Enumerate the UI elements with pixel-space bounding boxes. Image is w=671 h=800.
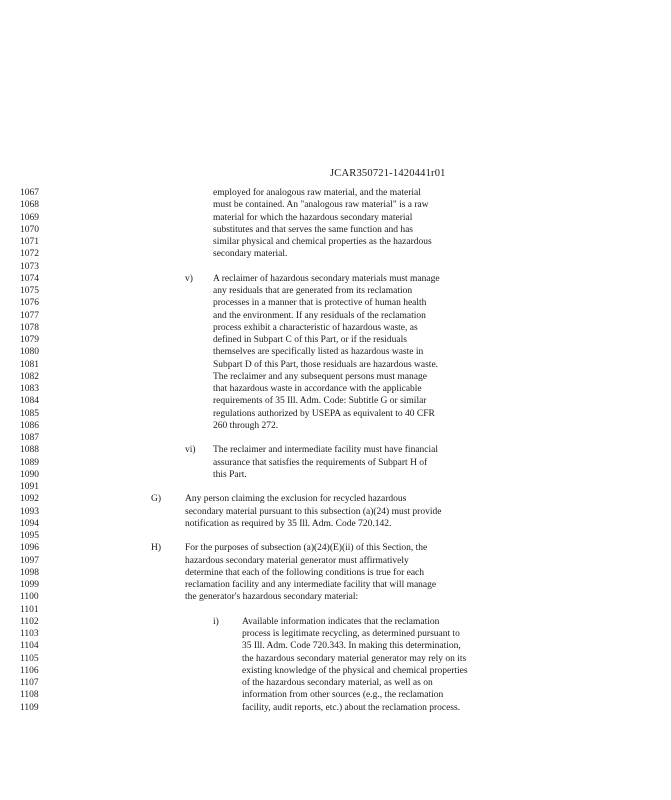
line-number: 1079 — [20, 335, 39, 345]
text-line: facility, audit reports, etc.) about the reclamation process. — [242, 702, 461, 713]
line-number: 1090 — [20, 469, 39, 480]
item-v-label: v) — [185, 273, 193, 284]
text-line: determine that each of the following conditions is true for each — [185, 567, 425, 578]
line-number: 1085 — [20, 408, 39, 419]
line-number: 1091 — [20, 482, 39, 492]
text-line: the hazardous secondary material generator may rely on its — [242, 653, 467, 664]
text-line: hazardous secondary material generator must affirmatively — [185, 555, 409, 566]
text-line: secondary material. — [213, 249, 288, 260]
line-number: 1100 — [20, 592, 39, 603]
line-number: 1070 — [20, 224, 39, 235]
line-number: 1068 — [20, 200, 39, 211]
text-line: secondary material pursuant to this subsection (a)(24) must provide — [185, 506, 442, 517]
line-number: 1093 — [20, 506, 39, 517]
text-line: and the environment. If any residuals of the reclamation — [213, 310, 426, 321]
line-number: 1075 — [20, 286, 39, 296]
text-line: reclamation facility and any intermediate facility that will manage — [185, 580, 437, 590]
line-number: 1107 — [20, 678, 39, 688]
line-number: 1092 — [20, 494, 39, 505]
line-number: 1095 — [20, 531, 39, 541]
text-line: any residuals that are generated from its reclamation — [213, 286, 413, 296]
item-G-label: G) — [151, 494, 162, 505]
line-number: 1074 — [20, 273, 39, 284]
text-line: The reclaimer and any subsequent persons must manage — [213, 371, 427, 382]
line-number: 1106 — [20, 665, 39, 676]
line-number: 1108 — [20, 690, 39, 701]
line-number: 1105 — [20, 653, 39, 664]
text-line: of the hazardous secondary material, as well as on — [242, 678, 433, 688]
line-number: 1078 — [20, 322, 39, 333]
text-line: A reclaimer of hazardous secondary materials must manage — [213, 273, 440, 284]
text-line: The reclaimer and intermediate facility must have financial — [213, 445, 438, 456]
line-number: 1094 — [20, 518, 39, 529]
text-line: process is legitimate recycling, as determined pursuant to — [242, 629, 460, 639]
line-number: 1089 — [20, 457, 39, 468]
line-number: 1077 — [20, 310, 39, 321]
item-H-label: H) — [151, 543, 162, 554]
line-number: 1098 — [20, 567, 39, 578]
line-number: 1076 — [20, 298, 39, 309]
text-line: substitutes and that serves the same function and has — [213, 224, 413, 235]
text-line: 35 Ill. Adm. Code 720.343. In making this determination, — [242, 641, 461, 652]
line-number: 1086 — [20, 420, 39, 431]
text-line: the generator's hazardous secondary material: — [185, 592, 359, 603]
line-number: 1097 — [20, 555, 39, 566]
line-number: 1088 — [20, 445, 39, 456]
line-number: 1069 — [20, 212, 39, 223]
line-number: 1109 — [20, 702, 39, 713]
line-number: 1084 — [20, 396, 39, 407]
text-line: Any person claiming the exclusion for recycled hazardous — [185, 494, 407, 505]
text-line: Available information indicates that the reclamation — [242, 616, 440, 627]
line-number: 1082 — [20, 371, 39, 382]
text-line: For the purposes of subsection (a)(24)(E)(ii) of this Section, the — [185, 543, 428, 554]
line-number: 1067 — [20, 188, 39, 198]
line-number: 1083 — [20, 384, 39, 394]
text-line: existing knowledge of the physical and chemical properties — [242, 665, 468, 676]
text-line: that hazardous waste in accordance with the applicable — [213, 384, 422, 394]
text-line: assurance that satisfies the requirements of Subpart H of — [213, 457, 428, 468]
text-line: defined in Subpart C of this Part, or if the residuals — [213, 335, 407, 345]
text-line: regulations authorized by USEPA as equivalent to 40 CFR — [213, 408, 435, 419]
text-line: process exhibit a characteristic of hazardous waste, as — [213, 322, 418, 333]
text-line: information from other sources (e.g., the reclamation — [242, 690, 444, 701]
line-number: 1104 — [20, 641, 39, 652]
line-number: 1080 — [20, 347, 39, 358]
document-id-header: JCAR350721-1420441r01 — [330, 168, 446, 179]
line-number: 1096 — [20, 543, 39, 554]
line-number: 1081 — [20, 359, 39, 370]
line-number: 1103 — [20, 629, 39, 639]
item-i-label: i) — [213, 616, 219, 627]
text-line: Subpart D of this Part, those residuals are hazardous waste. — [213, 359, 439, 370]
text-line: notification as required by 35 Ill. Adm. Code 720.142. — [185, 518, 392, 529]
line-number: 1101 — [20, 604, 39, 615]
text-line: themselves are specifically listed as hazardous waste in — [213, 347, 424, 358]
text-line: 260 through 272. — [213, 420, 279, 431]
line-number: 1102 — [20, 616, 39, 627]
line-number: 1072 — [20, 249, 39, 260]
text-line: processes in a manner that is protective of human health — [213, 298, 427, 309]
text-line: requirements of 35 Ill. Adm. Code: Subtitle G or similar — [213, 396, 427, 407]
text-line: similar physical and chemical properties as the hazardous — [213, 237, 432, 247]
line-number: 1099 — [20, 580, 39, 590]
text-line: material for which the hazardous secondary material — [213, 212, 413, 223]
text-line: this Part. — [213, 469, 247, 480]
line-number: 1073 — [20, 261, 39, 272]
text-line: must be contained. An "analogous raw material" is a raw — [213, 200, 429, 211]
item-vi-label: vi) — [185, 445, 196, 456]
line-number: 1087 — [20, 433, 39, 443]
line-number: 1071 — [20, 237, 39, 247]
text-line: employed for analogous raw material, and the material — [213, 188, 421, 198]
